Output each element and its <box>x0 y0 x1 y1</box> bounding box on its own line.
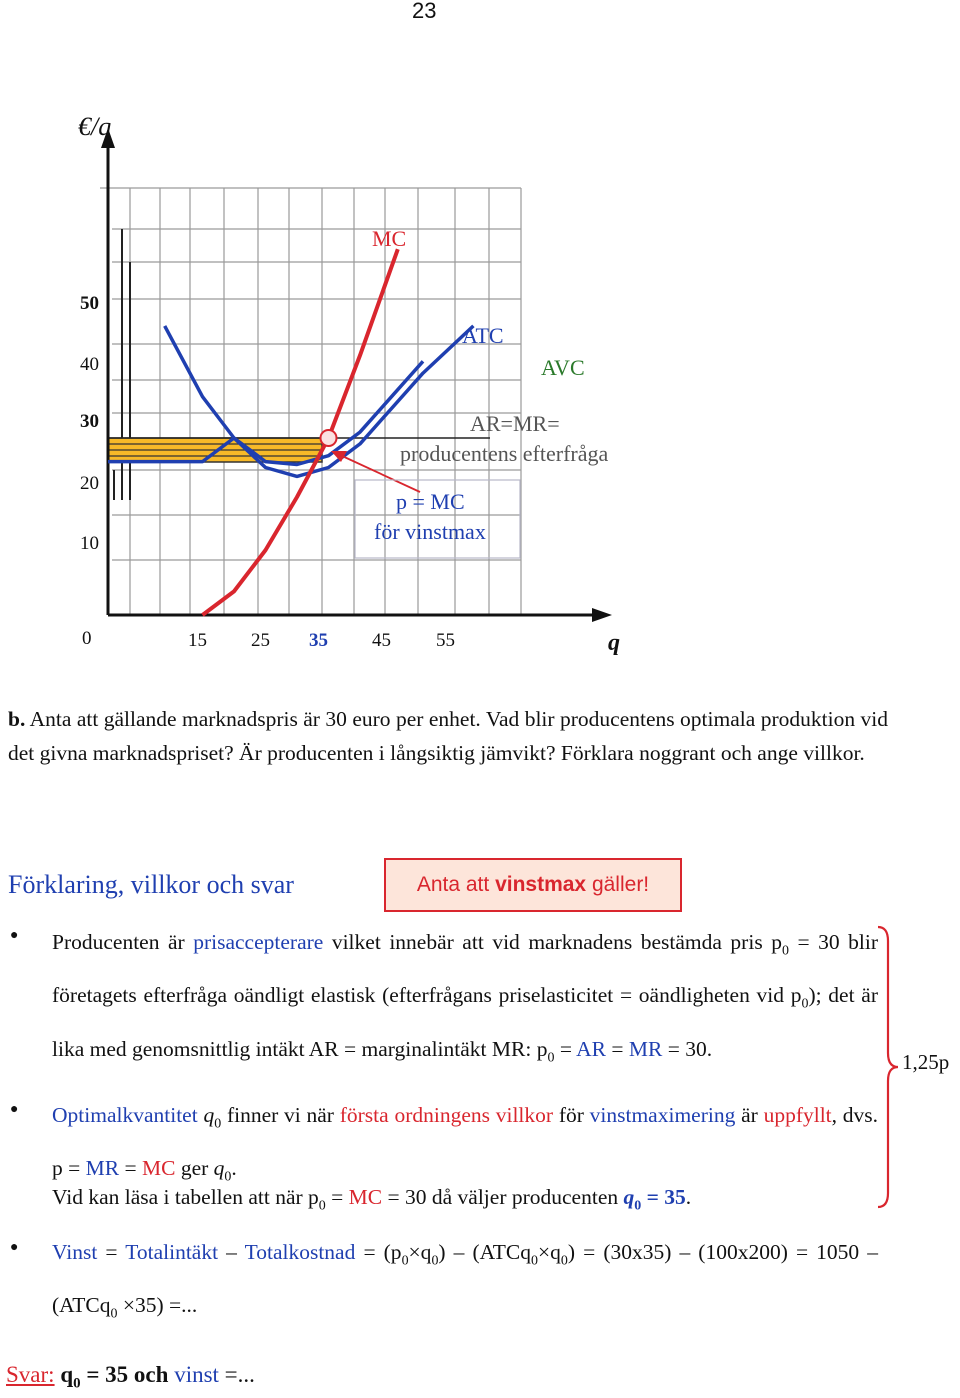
x-tick-35: 35 <box>309 630 328 651</box>
pmc-label-line1: p = MC <box>396 489 465 514</box>
y-tick-50: 50 <box>80 293 99 314</box>
y-tick-40: 40 <box>80 354 99 375</box>
y-axis-label: €/q <box>78 112 112 141</box>
y-tick-20: 20 <box>80 473 99 494</box>
callout-bold: vinstmax <box>495 873 587 896</box>
answer-end: =... <box>218 1362 255 1387</box>
section-title: Förklaring, villkor och svar <box>8 870 294 899</box>
points-label: 1,25p <box>902 1050 950 1074</box>
avc-label: AVC <box>541 355 585 380</box>
explanation-paragraph-4: Vinst = Totalintäkt – Totalkostnad = $(p_0\times q_0)$ – $(ATCq_0\times q_0) = (30x35) - (100x200) = 1050$ – (ATCq$_0$ ×35) =... <box>52 1240 878 1322</box>
answer-svar: Svar: <box>6 1362 55 1387</box>
answer-line <box>6 1362 255 1393</box>
question-label: b. <box>8 707 26 731</box>
points-bracket <box>875 925 905 1210</box>
y-tick-30: 30 <box>80 411 99 432</box>
x-tick-25: 25 <box>251 630 270 651</box>
answer-q: q <box>60 1362 74 1387</box>
profit-area <box>108 438 322 462</box>
ar-label-line2: producentens efterfråga <box>400 441 609 466</box>
explanation-paragraph-2: Optimalkvantitet $q_0$ finner vi när första ordningens villkor för vinstmaximering är uppfyllt, dvs. p = MR = MC ger $q_0$. <box>52 1103 879 1185</box>
answer-vinst: vinst <box>174 1362 219 1387</box>
explanation-paragraph-3: Vid kan läsa i tabellen att när $p_0$ = MC = 30 då väljer producenten $q_0 = 35$. <box>52 1185 692 1214</box>
page-number: 23 <box>412 0 437 23</box>
bullet-3: ● <box>10 1240 19 1255</box>
callout-box <box>384 858 682 912</box>
x-tick-45: 45 <box>372 630 391 651</box>
grid-vertical <box>130 188 521 615</box>
question-b <box>8 702 888 770</box>
ar-label-line1: AR=MR= <box>470 411 560 436</box>
callout-suffix: gäller! <box>586 873 650 896</box>
optimum-point <box>321 430 337 446</box>
x-tick-55: 55 <box>436 630 455 651</box>
pmc-label-line2: för vinstmax <box>374 519 486 544</box>
origin-label: 0 <box>82 628 92 649</box>
mc-label: MC <box>372 226 407 251</box>
answer-q-sub: 0 <box>73 1375 81 1392</box>
x-tick-15: 15 <box>188 630 207 651</box>
question-text: Anta att gällande marknadspris är 30 euro per enhet. Vad blir producentens optimala produktion vid det givna marknadspriset? Är producenten i långsiktig jämvikt? Förklara noggrant och ange villkor. <box>8 707 888 765</box>
y-tick-10: 10 <box>80 533 99 554</box>
x-axis-label: q <box>608 630 620 656</box>
callout-prefix: Anta att <box>416 873 496 896</box>
bullet-1: ● <box>10 928 19 943</box>
answer-rest: = 35 och <box>80 1362 175 1387</box>
atc-label: ATC <box>462 323 504 348</box>
bullet-2: ● <box>10 1102 19 1117</box>
explanation-paragraph-1: Producenten är prisaccepterare vilket innebär att vid marknadens bestämda pris $p_0 = 30$ blir företagets efterfråga oändligt elastisk (efterfrågans priselasticitet = oändligheten vid $p_0$); det är lika med genomsnittlig intäkt AR = marginalintäkt MR: $p_0$ = AR = MR = 30. <box>52 930 879 1065</box>
axes <box>101 128 612 622</box>
